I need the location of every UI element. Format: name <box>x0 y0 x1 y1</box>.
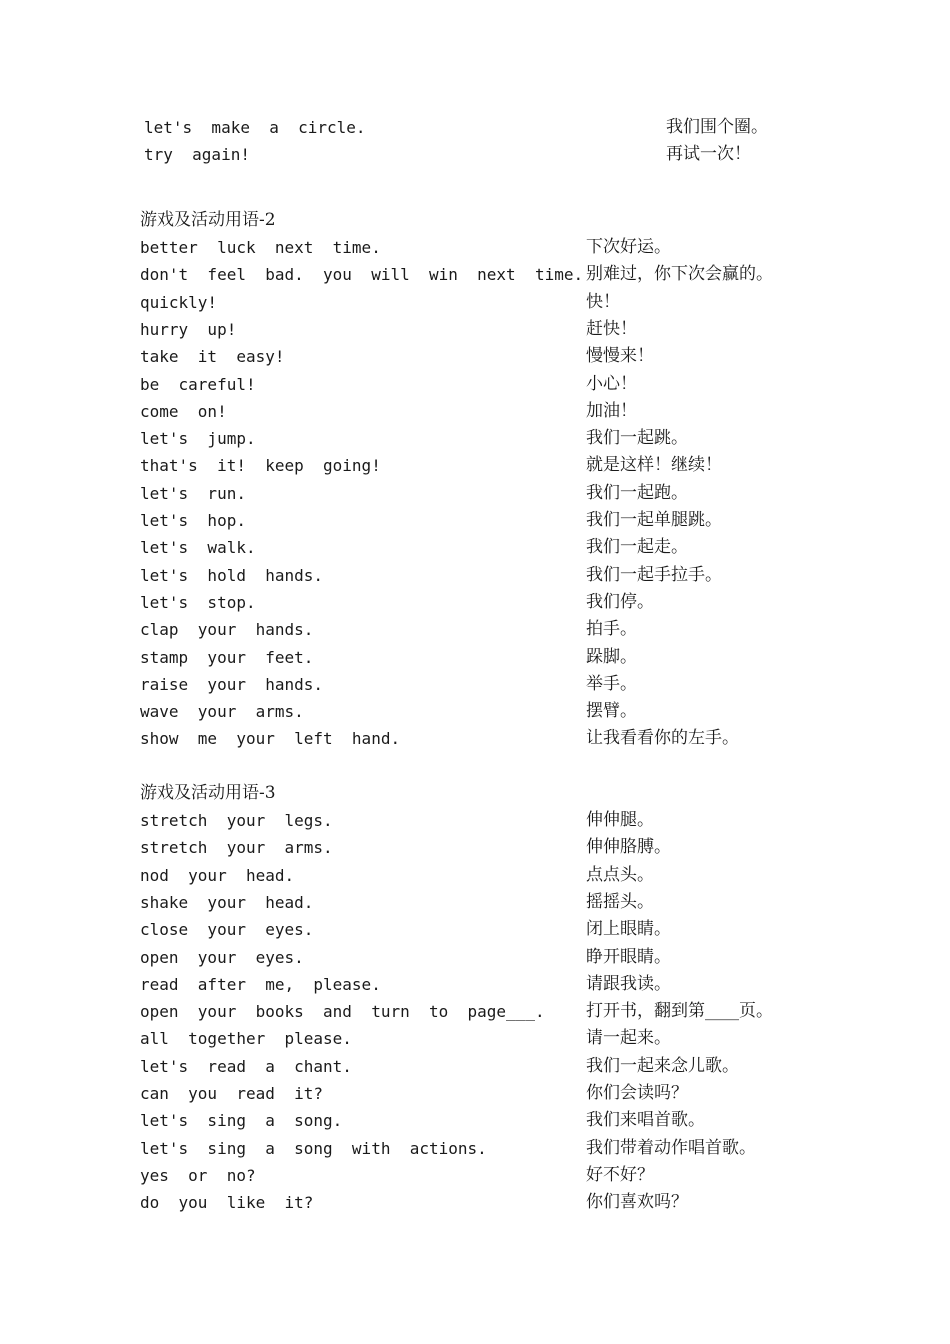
phrase-row <box>0 862 950 889</box>
phrase-row <box>0 644 950 671</box>
phrase-row <box>0 562 950 589</box>
phrase-row <box>0 343 950 370</box>
phrase-row <box>0 114 950 141</box>
english-phrase: try again! <box>144 145 250 164</box>
chinese-translation: 再试一次！ <box>666 144 751 164</box>
chinese-translation: 我们一起手拉手。 <box>586 564 722 585</box>
english-phrase: close your eyes. <box>140 920 314 940</box>
english-phrase: better luck next time. <box>140 238 381 257</box>
english-phrase: nod your head. <box>140 865 295 885</box>
english-phrase: that's it! keep going! <box>140 456 381 476</box>
phrase-row <box>0 1107 950 1134</box>
phrase-row <box>0 916 950 943</box>
chinese-translation: 慢慢来！ <box>586 346 654 367</box>
chinese-translation: 你们会读吗？ <box>586 1083 688 1103</box>
chinese-translation: 请跟我读。 <box>586 973 671 994</box>
phrase-row <box>0 507 950 534</box>
chinese-translation: 加油！ <box>586 400 637 421</box>
phrase-row <box>0 1053 950 1080</box>
chinese-translation: 我们来唱首歌。 <box>586 1110 705 1131</box>
chinese-translation: 闭上眼睛。 <box>586 919 671 940</box>
phrase-row <box>0 725 950 752</box>
phrase-row <box>0 316 950 343</box>
english-phrase: let's jump. <box>140 429 256 449</box>
chinese-translation: 快！ <box>586 291 620 312</box>
phrase-row <box>0 971 950 998</box>
chinese-translation: 摇摇头。 <box>586 891 654 912</box>
english-phrase: show me your left hand. <box>140 729 401 749</box>
english-phrase: all together please. <box>140 1029 352 1049</box>
chinese-translation: 好不好？ <box>586 1164 654 1185</box>
phrase-row <box>0 998 950 1025</box>
chinese-translation: 我们一起来念儿歌。 <box>586 1055 739 1076</box>
english-phrase: stretch your legs. <box>140 811 333 830</box>
section-heading: 游戏及活动用语-2 <box>140 210 276 230</box>
english-phrase: let's run. <box>140 483 246 503</box>
english-phrase: read after me, please. <box>140 974 381 994</box>
phrase-row <box>0 616 950 643</box>
english-phrase: stamp your feet. <box>140 647 314 667</box>
english-phrase: do you like it? <box>140 1193 314 1213</box>
english-phrase: clap your hands. <box>140 620 314 640</box>
english-phrase: yes or no? <box>140 1165 256 1185</box>
english-phrase: let's sing a song. <box>140 1111 343 1131</box>
chinese-translation: 就是这样！继续！ <box>586 455 722 476</box>
phrase-row <box>0 398 950 425</box>
phrase-row <box>0 1080 950 1107</box>
english-phrase: open your books and turn to page___. <box>140 1002 545 1022</box>
chinese-translation: 别难过，你下次会赢的。 <box>586 264 773 285</box>
chinese-translation: 赶快！ <box>586 318 637 339</box>
english-phrase: let's make a circle. <box>144 118 366 137</box>
phrase-row <box>0 671 950 698</box>
english-phrase: quickly! <box>140 292 218 312</box>
phrase-row <box>0 452 950 479</box>
phrase-row <box>0 589 950 616</box>
chinese-translation: 你们喜欢吗？ <box>586 1192 688 1213</box>
chinese-translation: 跺脚。 <box>586 646 637 667</box>
chinese-translation: 打开书，翻到第____页。 <box>586 1001 773 1022</box>
phrase-row <box>0 289 950 316</box>
phrase-row <box>0 944 950 971</box>
chinese-translation: 下次好运。 <box>586 237 671 257</box>
english-phrase: take it easy! <box>140 347 285 367</box>
english-phrase: hurry up! <box>140 319 237 339</box>
chinese-translation: 拍手。 <box>586 619 637 640</box>
section-heading: 游戏及活动用语-3 <box>140 783 276 803</box>
chinese-translation: 睁开眼睛。 <box>586 946 671 967</box>
phrase-row <box>0 371 950 398</box>
english-phrase: let's read a chant. <box>140 1056 352 1076</box>
chinese-translation: 点点头。 <box>586 864 654 885</box>
chinese-translation: 伸伸腿。 <box>586 810 654 830</box>
english-phrase: let's sing a song with actions. <box>140 1138 487 1158</box>
phrase-row <box>0 1162 950 1189</box>
chinese-translation: 举手。 <box>586 673 637 694</box>
english-phrase: wave your arms. <box>140 702 304 722</box>
chinese-translation: 小心！ <box>586 373 637 394</box>
english-phrase: open your eyes. <box>140 947 304 967</box>
chinese-translation: 我们一起单腿跳。 <box>586 510 722 530</box>
chinese-translation: 请一起来。 <box>586 1028 671 1049</box>
chinese-translation: 我们带着动作唱首歌。 <box>586 1137 756 1158</box>
english-phrase: stretch your arms. <box>140 838 333 858</box>
english-phrase: come on! <box>140 401 227 421</box>
chinese-translation: 我们一起走。 <box>586 537 688 558</box>
chinese-translation: 我们一起跳。 <box>586 428 688 449</box>
phrase-row <box>0 1025 950 1052</box>
chinese-translation: 摆臂。 <box>586 701 637 722</box>
chinese-translation: 我们一起跑。 <box>586 482 688 503</box>
english-phrase: don't feel bad. you will win next time. <box>140 265 584 285</box>
phrase-row <box>0 698 950 725</box>
chinese-translation: 让我看看你的左手。 <box>586 728 739 749</box>
phrase-row <box>0 1135 950 1162</box>
english-phrase: let's hop. <box>140 511 246 530</box>
english-phrase: let's hold hands. <box>140 565 324 585</box>
phrase-row <box>0 889 950 916</box>
english-phrase: be careful! <box>140 374 256 394</box>
english-phrase: can you read it? <box>140 1084 324 1103</box>
english-phrase: let's stop. <box>140 592 256 612</box>
english-phrase: raise your hands. <box>140 674 324 694</box>
english-phrase: let's walk. <box>140 538 256 558</box>
phrase-row <box>0 234 950 261</box>
english-phrase: shake your head. <box>140 892 314 912</box>
phrase-row <box>0 807 950 834</box>
chinese-translation: 伸伸胳膊。 <box>586 837 671 858</box>
phrase-row <box>0 425 950 452</box>
phrase-row <box>0 534 950 561</box>
phrase-row <box>0 1189 950 1216</box>
chinese-translation: 我们停。 <box>586 591 654 612</box>
phrase-row <box>0 480 950 507</box>
phrase-row <box>0 834 950 861</box>
chinese-translation: 我们围个圈。 <box>666 117 768 137</box>
phrase-row <box>0 141 950 168</box>
phrase-row <box>0 261 950 288</box>
